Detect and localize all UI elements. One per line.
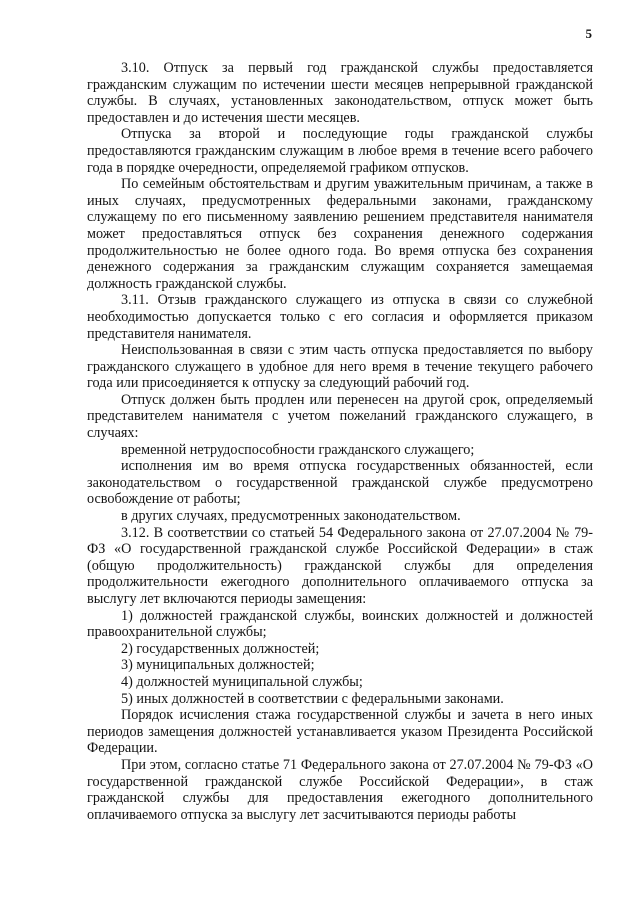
paragraph-3-10: 3.10. Отпуск за первый год гражданской службы предоставляется гражданским служащим по истечении шести месяцев непрерывной гражданской службы. В случаях, установленных законодательством, отпуск может быть предоставлен и до истечения шести месяцев. [87,60,593,126]
list-item: 5) иных должностей в соответствии с федеральными законами. [121,690,504,707]
list-item: в других случаях, предусмотренных законодательством. [121,508,461,525]
list-item: 3) муниципальных должностей; [121,657,315,674]
paragraph: Неиспользованная в связи с этим часть отпуска предоставляется по выбору гражданского служащего в удобное для него время в течение текущего рабочего года или присоединяется к отпуску за следующий рабочий год. [87,342,593,392]
paragraph: Отпуска за второй и последующие годы гражданской службы предоставляются гражданским служащим в любое время в течение всего рабочего года в порядке очередности, определяемой графиком отпусков. [87,126,593,176]
list-item: 2) государственных должностей; [121,640,320,657]
list-item: 1) должностей гражданской службы, воинских должностей и должностей правоохранительной службы; [87,607,593,641]
list-item: исполнения им во время отпуска государственных обязанностей, если законодательством о государственной гражданской службе предусмотрено освобождение от работы; [87,458,593,508]
page-number: 5 [585,26,592,41]
list-item: временной нетрудоспособности гражданского служащего; [121,441,475,458]
paragraph: По семейным обстоятельствам и другим уважительным причинам, а также в иных случаях, предусмотренных федеральными законами, гражданскому служащему по его письменному заявлению решением представителя нанимателя может предоставляться отпуск без сохранения денежного содержания продолжительностью не более одного года. Во время отпуска без сохранения денежного содержания за гражданским служащим сохраняется замещаемая должность гражданской службы. [87,176,593,292]
document-body [87,60,593,823]
list-item: 4) должностей муниципальной службы; [121,673,363,690]
paragraph-3-11: 3.11. Отзыв гражданского служащего из отпуска в связи со служебной необходимостью допускается только с его согласия и оформляется приказом представителя нанимателя. [87,292,593,342]
paragraph: Отпуск должен быть продлен или перенесен на другой срок, определяемый представителем нанимателя с учетом пожеланий гражданского служащего, в случаях: [87,391,593,442]
paragraph: Порядок исчисления стажа государственной службы и зачета в него иных периодов замещения должностей устанавливается указом Президента Российской Федерации. [87,707,593,757]
paragraph-3-12: 3.12. В соответствии со статьей 54 Федерального закона от 27.07.2004 № 79-ФЗ «О государственной гражданской службе Российской Федерации» в стаж (общую продолжительность) гражданской службы для определения продолжительности ежегодного дополнительного оплачиваемого отпуска за выслугу лет включаются периоды замещения: [87,524,593,607]
paragraph: При этом, согласно статье 71 Федерального закона от 27.07.2004 № 79-ФЗ «О государственной гражданской службе Российской Федерации», в стаж гражданской службы для предоставления ежегодного дополнительного оплачиваемого отпуска за выслугу лет засчитываются периоды работы [87,756,593,823]
